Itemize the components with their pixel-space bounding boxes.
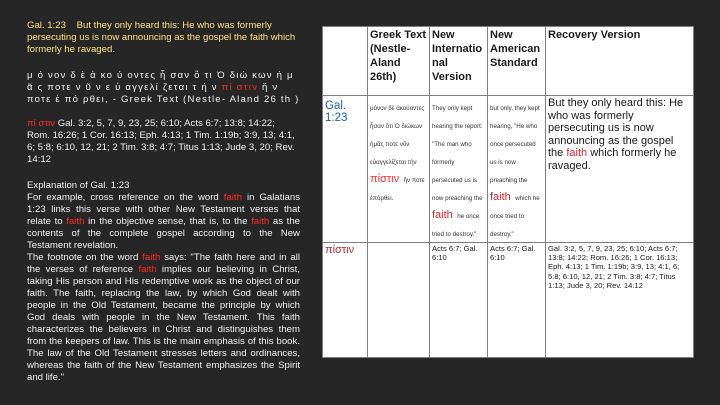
nas-cell: but only, they kept hearing, "He who once persecuted us is now preaching the faith which he once tried to destroy." xyxy=(488,96,546,243)
greek-cell xyxy=(368,243,430,358)
row-reference: πίστιν xyxy=(323,243,368,358)
verse-text: But they only heard this: He who was formerly persecuting us is now announcing as the gospel the faith which formerly he ravaged. xyxy=(27,20,296,55)
faith-highlight: faith xyxy=(66,216,85,227)
header-greek: Greek Text (Nestle-Aland 26th) xyxy=(368,27,430,96)
table-row xyxy=(323,243,694,358)
niv-cell: Acts 6:7; Gal. 6:10 xyxy=(430,243,488,358)
faith-highlight: faith xyxy=(566,147,588,160)
faith-highlight: faith xyxy=(432,209,453,221)
greek-word-highlight: πίστιν xyxy=(370,173,400,185)
explanation-heading: Explanation of Gal. 1:23 xyxy=(27,180,130,191)
greek-word-highlight: πί στιν xyxy=(221,82,259,93)
greek-cell: μόνον δὲ ἀκούοντες ἦσαν ὅτι Ὁ διώκων ἡμᾶς ποτε νῦν εὐαγγελίζεται τὴν πίστιν ἥν ποτε ἐπόρθει. xyxy=(368,96,430,243)
greek-text-line: μ ό νον δ ὲ ἀ κο ύ οντες ἦ σαν ὅ τι Ὁ διώ κων ἡ μ ᾶ ς ποτε ν ῦ ν ε ὐ αγγελί ζεται τ ή ν πί στιν ἥ ν ποτε ἐ πό ρθει, - Greek Text (Nestle- Aland 26 th ) xyxy=(27,70,300,105)
faith-highlight: faith xyxy=(223,192,242,203)
faith-highlight: faith xyxy=(251,216,270,227)
verse-intro xyxy=(27,20,300,56)
refs-text: Gal. 3:2, 5, 7, 9, 23, 25; 6:10; Acts 6:7; 13:8; 14:22; Rom. 16:26; 1 Cor. 16:13; Eph. 4:13; 1 Tim. 1:19b; 3:9, 13; 4:1, 6; 5:8; 6:10, 12, 21; 2 Tim. 3:8; 4:7; Titus 1:13; Jude 3, 20; Rev. 14:12 xyxy=(27,118,295,165)
refs-label: πί στιν xyxy=(27,118,56,129)
header-niv: New Internatio nal Version xyxy=(430,27,488,96)
row-reference: Gal. 1:23 xyxy=(323,96,368,243)
nas-cell: Acts 6:7; Gal. 6:10 xyxy=(488,243,546,358)
left-text-panel xyxy=(27,8,300,384)
table-header-row xyxy=(323,27,694,96)
verse-reference: Gal. 1:23 xyxy=(27,20,66,31)
header-nas: New American Standard xyxy=(488,27,546,96)
faith-highlight: faith xyxy=(490,191,511,203)
translation-comparison-table xyxy=(322,26,694,358)
explanation-body: For example, cross reference on the word faith in Galatians 1:23 links this verse with other New Testament verses that relate to faith in the objective sense, that is, to the faith as the contents of the complete gospel according to the New Testament revelation. xyxy=(27,192,300,251)
faith-highlight: faith xyxy=(138,264,157,275)
table-row xyxy=(323,96,694,243)
recovery-cell: Gal. 3:2, 5, 7, 9, 23, 25; 6:10; Acts 6:7; 13:8; 14:22; Rom. 16:26; 1 Cor. 16:13; Eph. 4:13; 1 Tim. 1:19b; 3:9, 13; 4:1, 6; 5:8; 6:10, 12, 21; 2 Tim. 3:8; 4:7; Titus 1:13; Jude 3, 20; Rev. 14:12 xyxy=(546,243,694,358)
header-blank xyxy=(323,27,368,96)
header-recovery: Recovery Version xyxy=(546,27,694,96)
niv-cell: They only kept hearing the report: "The man who formerly persecuted us is now preaching the faith he once tried to destroy." xyxy=(430,96,488,243)
recovery-cell: But they only heard this: He who was formerly persecuting us is now announcing as the gospel the faith which formerly he ravaged. xyxy=(546,96,694,243)
cross-references xyxy=(27,118,300,166)
faith-highlight: faith xyxy=(142,252,161,263)
footnote-body: The footnote on the word faith says: "The faith here and in all the verses of reference faith implies our believing in Christ, taking His person and His redemptive work as the object of our faith. The faith, replacing the law, by which God dealt with people in the Old Testament, became the principle by which God deals with people in the New Testament. This faith characterizes the believers in Christ and distinguishes them from the keepers of law. This is the main emphasis of this book. The law of the Old Testament stresses letters and ordinances, whereas the faith of the New Testament emphasizes the Spirit and life." xyxy=(27,252,300,383)
